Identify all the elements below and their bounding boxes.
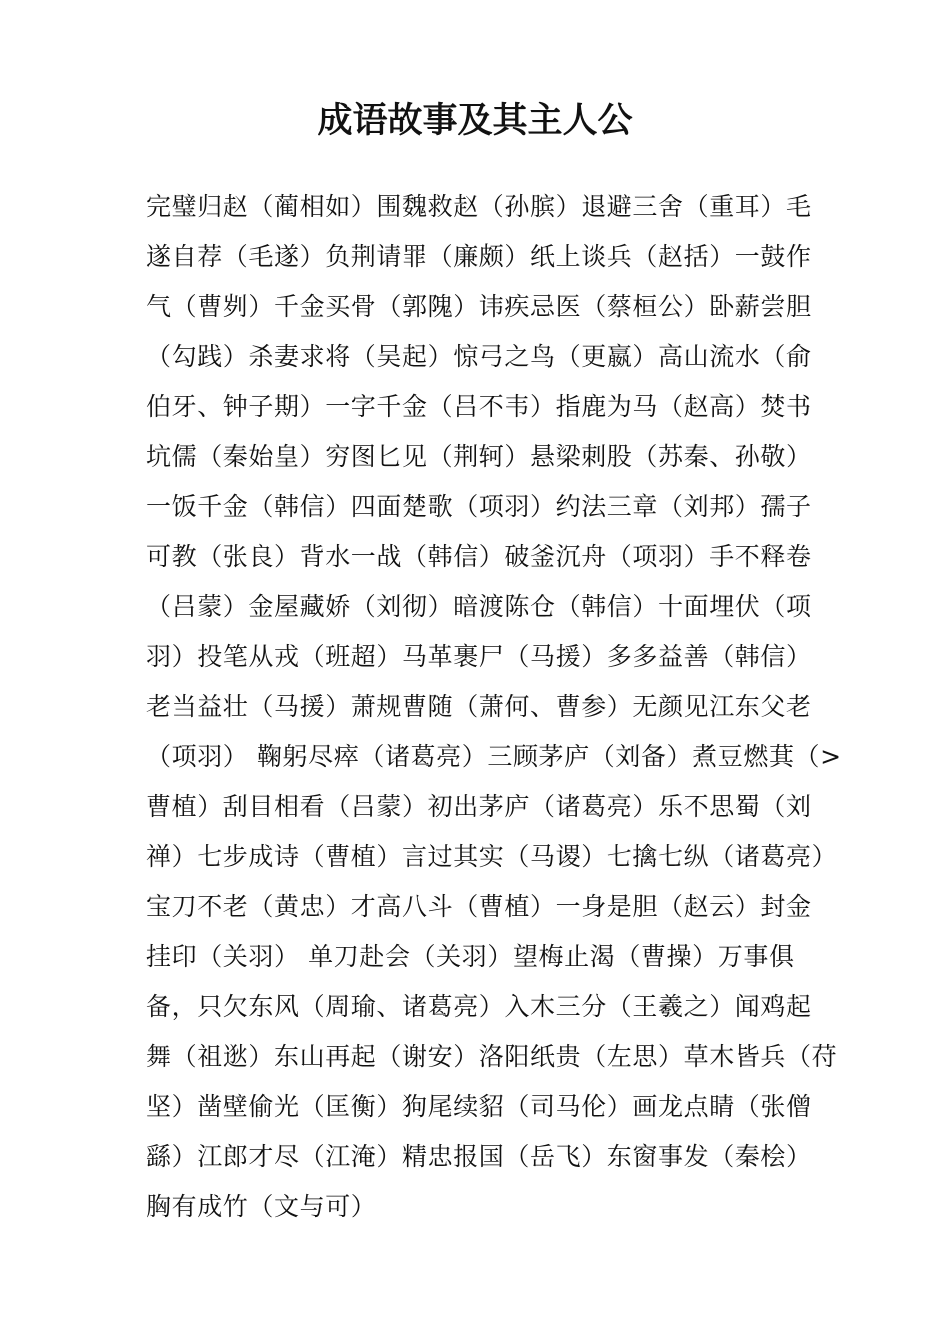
body-line: 胸有成竹（文与可） [146, 1192, 377, 1221]
body-line: （吕蒙）金屋藏娇（刘彻）暗渡陈仓（韩信）十面埋伏（项 [146, 592, 812, 621]
body-line: 可教（张良）背水一战（韩信）破釜沉舟（项羽）手不释卷 [146, 542, 812, 571]
body-line: 一饭千金（韩信）四面楚歌（项羽）约法三章（刘邦）孺子 [146, 492, 812, 521]
body-line: 舞（祖逖）东山再起（谢安）洛阳纸贵（左思）草木皆兵（苻 [146, 1042, 838, 1071]
body-line: 繇）江郎才尽（江淹）精忠报国（岳飞）东窗事发（秦桧） [146, 1142, 812, 1171]
body-line: 曹植）刮目相看（吕蒙）初出茅庐（诸葛亮）乐不思蜀（刘 [146, 792, 812, 821]
body-line: （项羽） 鞠躬尽瘁（诸葛亮）三顾茅庐（刘备）煮豆燃萁（> [146, 742, 842, 771]
body-line: 遂自荐（毛遂）负荆请罪（廉颇）纸上谈兵（赵括）一鼓作 [146, 242, 812, 271]
document-title: 成语故事及其主人公 [317, 101, 633, 141]
body-line: 禅）七步成诗（曹植）言过其实（马谡）七擒七纵（诸葛亮） [146, 842, 838, 871]
body-line: 备，只欠东风（周瑜、诸葛亮）入木三分（王羲之）闻鸡起 [146, 992, 812, 1021]
body-line: 坑儒（秦始皇）穷图匕见（荆轲）悬梁刺股（苏秦、孙敬） [146, 442, 812, 471]
body-line: 完璧归赵（蔺相如）围魏救赵（孙膑）退避三舍（重耳）毛 [146, 192, 812, 221]
body-line: 宝刀不老（黄忠）才高八斗（曹植）一身是胆（赵云）封金 [146, 892, 812, 921]
body-line: 挂印（关羽） 单刀赴会（关羽）望梅止渴（曹操）万事俱 [146, 942, 795, 971]
body-line: 坚）凿壁偷光（匡衡）狗尾续貂（司马伦）画龙点睛（张僧 [146, 1092, 812, 1121]
body-line: 伯牙、钟子期）一字千金（吕不韦）指鹿为马（赵高）焚书 [146, 392, 812, 421]
body-line: （勾践）杀妻求将（吴起）惊弓之鸟（更嬴）高山流水（俞 [146, 342, 812, 371]
body-line: 羽）投笔从戎（班超）马革裹尸（马援）多多益善（韩信） [146, 642, 812, 671]
body-line: 老当益壮（马援）萧规曹随（萧何、曹参）无颜见江东父老 [146, 692, 812, 721]
document-body [146, 182, 842, 1232]
body-line: 气（曹刿）千金买骨（郭隗）讳疾忌医（蔡桓公）卧薪尝胆 [146, 292, 812, 321]
